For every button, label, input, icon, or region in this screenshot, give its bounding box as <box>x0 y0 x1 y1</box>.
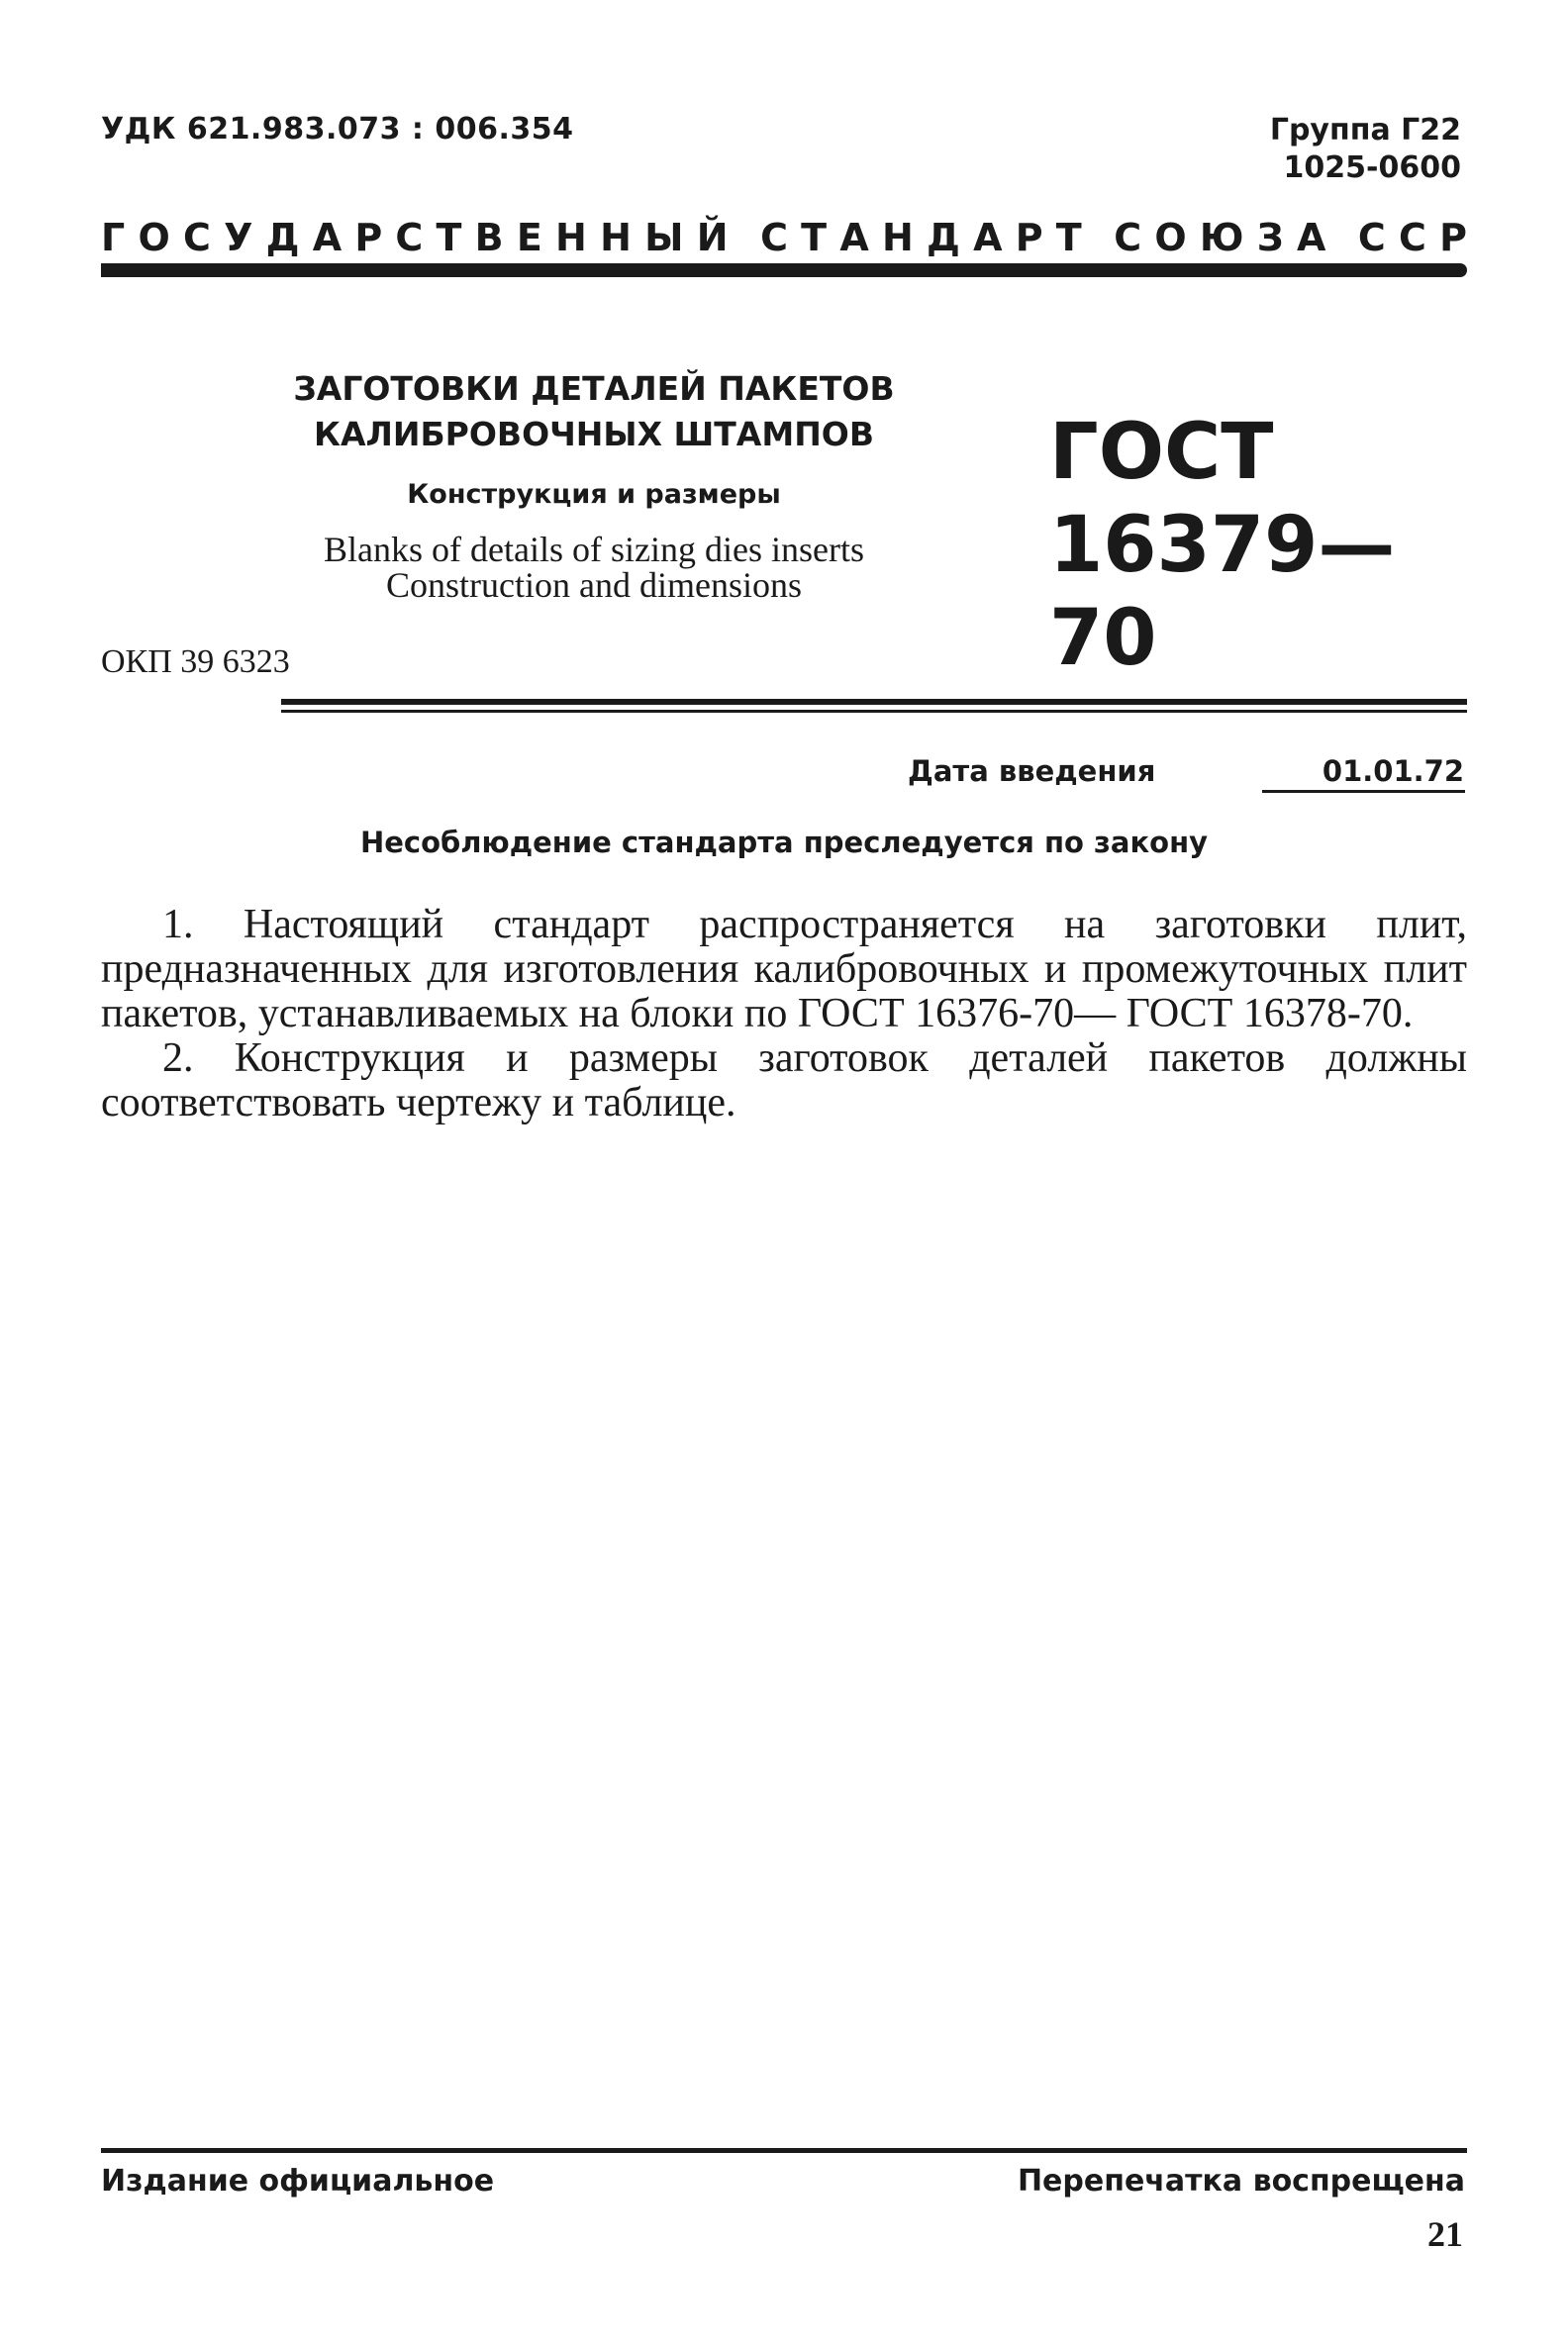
body-paragraph: 1. Настоящий стандарт распространяется на заготовки плит, предназначенных для изготовления калибровочных и промежуточных плит пакетов, устанавливаемых на блоки по ГОСТ 16376-70— ГОСТ 16378-70. <box>101 902 1467 1036</box>
title-ru <box>228 366 960 457</box>
classification-code: 1025-0600 <box>1283 150 1461 185</box>
reprint-note: Перепечатка воспрещена <box>1017 2164 1465 2199</box>
divider-rule <box>281 699 1467 705</box>
body-paragraph: 2. Конструкция и размеры заготовок деталей пакетов должны соответствовать чертежу и таблице. <box>101 1035 1467 1125</box>
group-block <box>1270 112 1461 187</box>
subtitle-ru: Конструкция и размеры <box>407 479 781 510</box>
banner-word: Г О С У Д А Р С Т В Е Н Н Ы Й <box>101 216 729 259</box>
gost-designation <box>1049 406 1465 685</box>
introduction-date: 01.01.72 <box>1322 754 1464 788</box>
title-en-line: Blanks of details of sizing dies inserts <box>324 530 864 569</box>
header-rule <box>101 263 1467 277</box>
law-note: Несоблюдение стандарта преследуется по закону <box>359 826 1209 859</box>
title-en-line: Construction and dimensions <box>386 565 802 605</box>
state-standard-banner <box>101 216 1467 259</box>
title-ru-line: КАЛИБРОВОЧНЫХ ШТАМПОВ <box>313 415 875 453</box>
gost-number: 16379—70 <box>1049 501 1396 683</box>
gost-label: ГОСТ <box>1049 408 1274 497</box>
edition-note: Издание официальное <box>101 2164 495 2199</box>
banner-word: С О Ю З А <box>1114 216 1326 259</box>
title-block <box>228 366 960 603</box>
udk-code: УДК 621.983.073 : 006.354 <box>101 112 574 147</box>
body-text <box>101 903 1467 1125</box>
banner-word: С Т А Н Д А Р Т <box>760 216 1082 259</box>
divider-rule <box>281 710 1467 713</box>
date-underline <box>1262 790 1465 793</box>
title-ru-line: ЗАГОТОВКИ ДЕТАЛЕЙ ПАКЕТОВ <box>293 369 895 408</box>
title-en <box>228 532 960 603</box>
banner-word: С С Р <box>1357 216 1467 259</box>
group-label: Группа Г22 <box>1269 113 1461 147</box>
introduction-date-label: Дата введения <box>908 754 1156 788</box>
okp-code: ОКП 39 6323 <box>101 643 290 680</box>
footer-rule <box>101 2148 1467 2153</box>
page-number: 21 <box>1427 2214 1463 2254</box>
